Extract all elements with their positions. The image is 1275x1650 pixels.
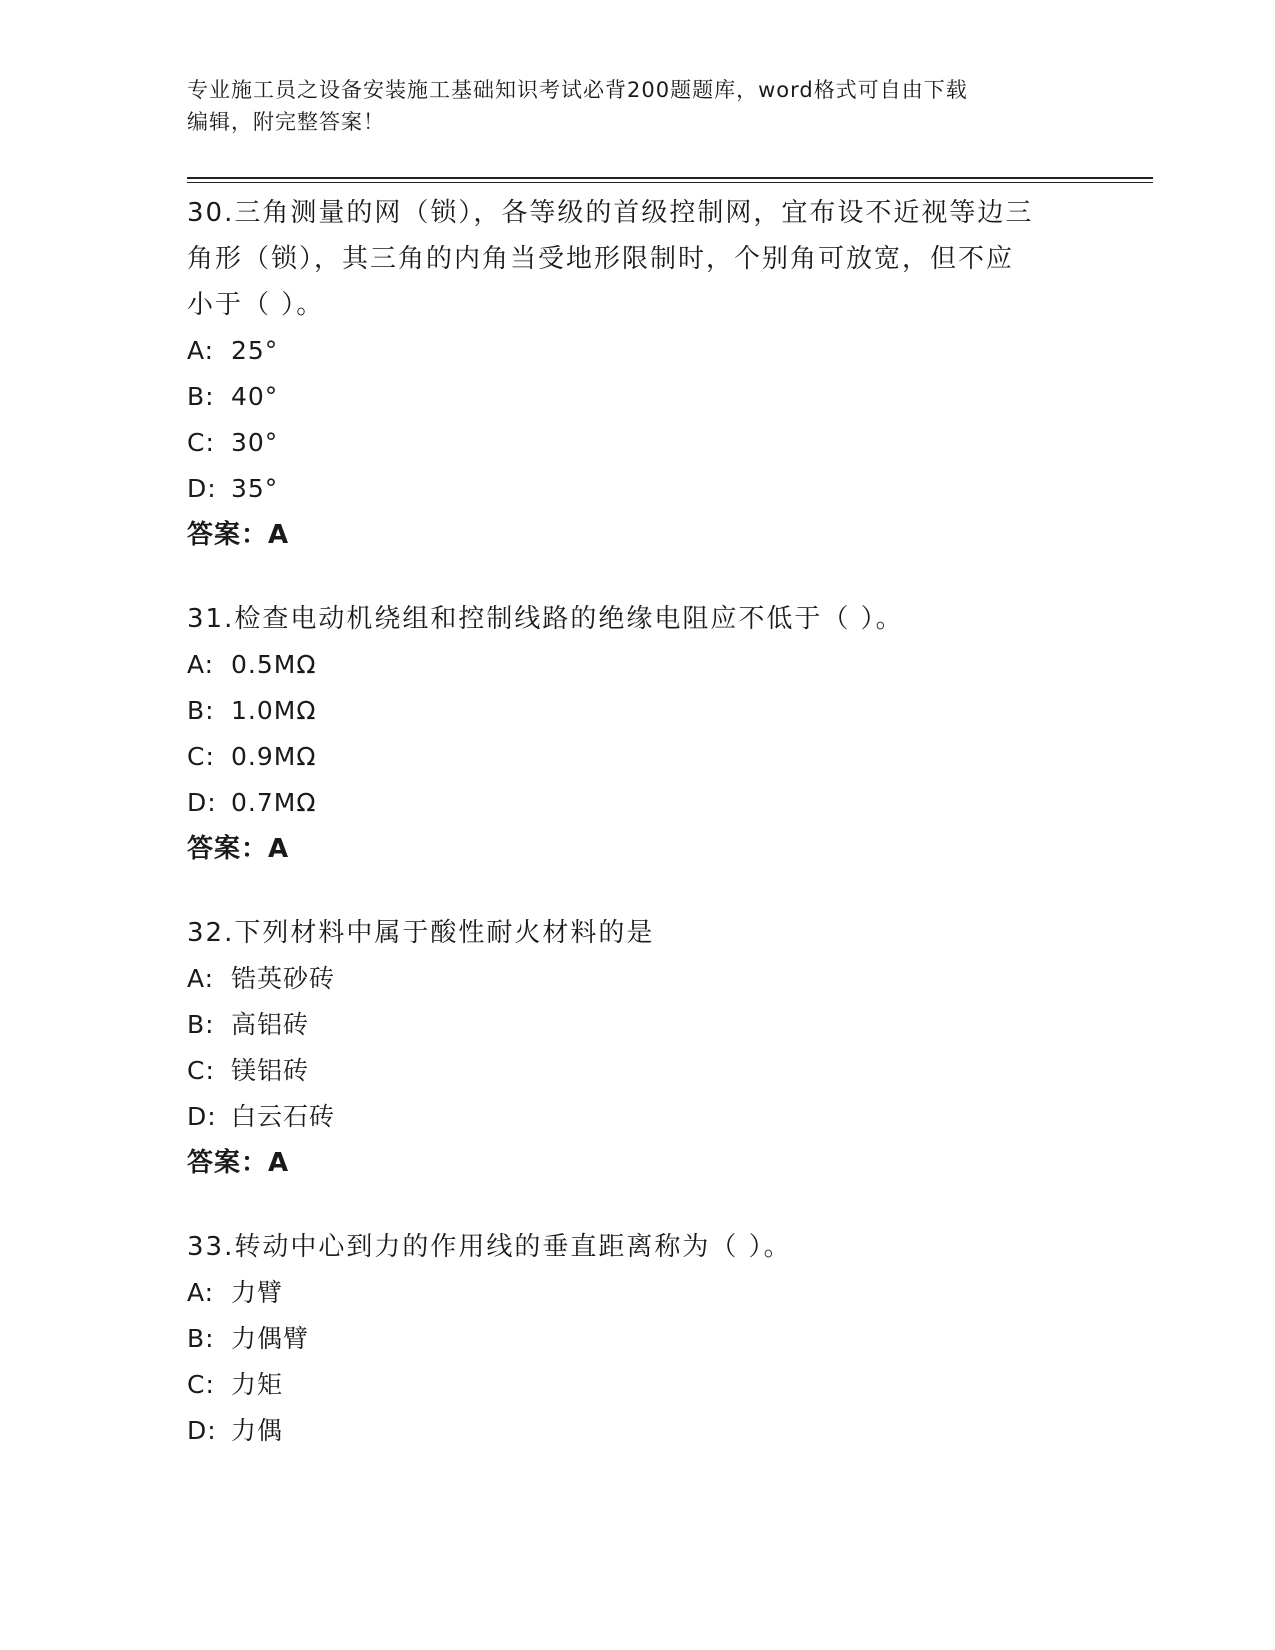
option-text: 35° <box>231 474 279 503</box>
answer-line <box>187 1140 1087 1186</box>
option-d <box>187 1094 1087 1140</box>
option-d <box>187 780 1087 826</box>
option-key: D: <box>187 788 217 817</box>
answer-line <box>187 512 1087 558</box>
option-c <box>187 1048 1087 1094</box>
question-stem-line: 角形（锁），其三角的内角当受地形限制时，个别角可放宽，但不应 <box>187 244 1015 274</box>
question-stem-line: 30.三角测量的网（锁），各等级的首级控制网，宜布设不近视等边三 <box>187 198 1034 228</box>
option-c <box>187 734 1087 780</box>
option-key: B: <box>187 1324 215 1353</box>
option-d <box>187 466 1087 512</box>
option-key: C: <box>187 428 215 457</box>
option-key: C: <box>187 1056 215 1085</box>
option-key: B: <box>187 696 215 725</box>
answer-value: A <box>268 520 290 550</box>
question-spacer <box>187 558 1087 596</box>
header-divider-thick <box>187 177 1153 179</box>
option-key: A: <box>187 1278 215 1307</box>
answer-value: A <box>268 1148 290 1178</box>
option-b <box>187 374 1087 420</box>
option-a <box>187 956 1087 1002</box>
option-text: 力偶 <box>231 1416 284 1445</box>
answer-label: 答案： <box>187 520 269 550</box>
header-title-line-1: 专业施工员之设备安装施工基础知识考试必背200题题库，word格式可自由下载 <box>187 78 968 102</box>
option-text: 高铝砖 <box>231 1010 310 1039</box>
question-stem <box>187 1224 1087 1270</box>
option-key: D: <box>187 1102 217 1131</box>
option-text: 力偶臂 <box>231 1324 310 1353</box>
question-stem-line: 33.转动中心到力的作用线的垂直距离称为（ ）。 <box>187 1232 792 1262</box>
option-key: A: <box>187 650 215 679</box>
question-stem <box>187 190 1087 328</box>
option-a <box>187 642 1087 688</box>
option-text: 白云石砖 <box>231 1102 336 1131</box>
question-33 <box>187 1224 1087 1454</box>
option-text: 1.0MΩ <box>231 696 317 725</box>
option-a <box>187 1270 1087 1316</box>
option-b <box>187 1002 1087 1048</box>
question-32 <box>187 910 1087 1186</box>
option-key: C: <box>187 742 215 771</box>
header-divider-thin <box>187 182 1153 183</box>
question-list <box>187 190 1087 1454</box>
option-key: D: <box>187 1416 217 1445</box>
option-text: 力臂 <box>231 1278 284 1307</box>
question-stem-line: 31.检查电动机绕组和控制线路的绝缘电阻应不低于（ ）。 <box>187 604 904 634</box>
option-text: 40° <box>231 382 279 411</box>
option-c <box>187 420 1087 466</box>
question-stem-line: 32.下列材料中属于酸性耐火材料的是 <box>187 918 655 948</box>
option-text: 力矩 <box>231 1370 284 1399</box>
header-title-line-2: 编辑，附完整答案！ <box>187 110 385 134</box>
answer-label: 答案： <box>187 834 269 864</box>
option-key: B: <box>187 382 215 411</box>
option-c <box>187 1362 1087 1408</box>
option-key: C: <box>187 1370 215 1399</box>
option-b <box>187 688 1087 734</box>
document-header <box>187 74 1087 138</box>
option-key: A: <box>187 336 215 365</box>
answer-value: A <box>268 834 290 864</box>
question-31 <box>187 596 1087 872</box>
option-a <box>187 328 1087 374</box>
option-d <box>187 1408 1087 1454</box>
option-text: 0.7MΩ <box>231 788 317 817</box>
question-30 <box>187 190 1087 558</box>
question-stem-line: 小于（ ）。 <box>187 290 325 320</box>
option-key: A: <box>187 964 215 993</box>
option-text: 锆英砂砖 <box>231 964 336 993</box>
option-key: B: <box>187 1010 215 1039</box>
option-text: 0.9MΩ <box>231 742 317 771</box>
question-spacer <box>187 1186 1087 1224</box>
answer-label: 答案： <box>187 1148 269 1178</box>
option-text: 镁铝砖 <box>231 1056 310 1085</box>
option-text: 30° <box>231 428 279 457</box>
question-spacer <box>187 872 1087 910</box>
question-stem <box>187 910 1087 956</box>
option-text: 0.5MΩ <box>231 650 317 679</box>
option-key: D: <box>187 474 217 503</box>
answer-line <box>187 826 1087 872</box>
question-stem <box>187 596 1087 642</box>
option-text: 25° <box>231 336 279 365</box>
option-b <box>187 1316 1087 1362</box>
